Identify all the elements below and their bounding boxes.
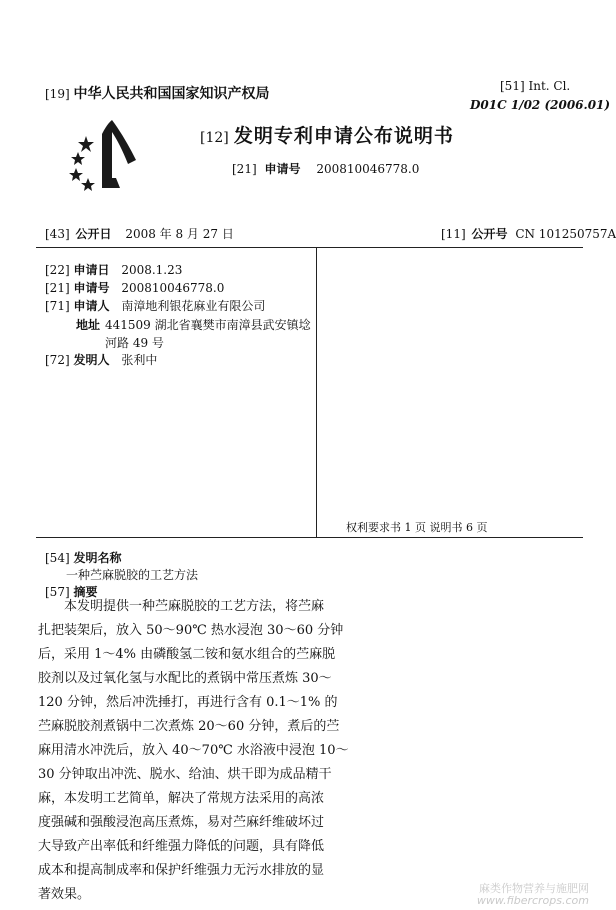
watermark-title: 麻类作物营养与施肥网 <box>479 882 589 895</box>
abstract-body <box>38 595 578 907</box>
int-cl-line: [51] Int. Cl. <box>500 79 571 93</box>
abstract-line: 著效果。 <box>38 887 91 902</box>
office-name: 中华人民共和国国家知识产权局 <box>73 86 270 102</box>
applicant-line: [71] 申请人 南漳地利银花麻业有限公司 <box>45 299 266 313</box>
abstract-line: 成本和提高制成率和保护纤维强力无污水排放的显 <box>38 863 325 878</box>
int-cl-value: D01C 1/02 (2006.01) <box>470 98 611 112</box>
title-heading: [54] 发明名称 <box>45 551 122 565</box>
abstract-line: 麻用清水冲洗后，放入 40～70℃ 水浴液中浸泡 10～ <box>38 743 349 758</box>
bottom-divider <box>36 537 583 538</box>
abstract-line: 大导致产出率低和纤维强力降低的问题，具有降低 <box>38 839 325 854</box>
office-line: [19] 中华人民共和国国家知识产权局 <box>45 86 270 102</box>
abstract-line: 苎麻脱胶剂煮锅中二次煮炼 20～60 分钟，煮后的苎 <box>38 719 340 734</box>
pub-no-line: [11] 公开号 CN 101250757A <box>441 227 616 241</box>
abstract-line: 扎把装架后，放入 50～90℃ 热水浸泡 30～60 分钟 <box>38 623 344 638</box>
abstract-line: 后，采用 1～4% 由磷酸氢二铵和氨水组合的苎麻脱 <box>38 647 336 662</box>
top-divider <box>36 247 583 248</box>
filing-date-line: [22] 申请日 2008.1.23 <box>45 263 183 277</box>
address-line-1: 441509 湖北省襄樊市南漳县武安镇埝 <box>105 318 311 332</box>
abstract-line: 本发明提供一种苎麻脱胶的工艺方法，将苎麻 <box>64 599 325 614</box>
address-label: 地址 <box>76 318 101 332</box>
doc-type-title: 发明专利申请公布说明书 <box>233 125 454 147</box>
inventor-line: [72] 发明人 张利中 <box>45 353 158 367</box>
abstract-line: 麻，本发明工艺简单，解决了常规方法采用的高浓 <box>38 791 325 806</box>
abstract-heading: [57] 摘要 <box>45 585 98 599</box>
sipo-logo <box>62 114 144 196</box>
abstract-line: 30 分钟取出冲洗、脱水、给油、烘干即为成品精干 <box>38 767 332 782</box>
application-number-line: [21] 申请号 200810046778.0 <box>45 281 225 295</box>
pub-date-line: [43] 公开日 2008 年 8 月 27 日 <box>45 227 234 241</box>
pages-note: 权利要求书 1 页 说明书 6 页 <box>346 521 488 534</box>
watermark-url: www.fibercrops.com <box>476 894 589 907</box>
app-no-line: [21] 申请号 200810046778.0 <box>232 162 420 176</box>
abstract-line: 度强碱和强酸浸泡高压煮炼，易对苎麻纤维破坏过 <box>38 815 325 830</box>
doc-type-line: [12] 发明专利申请公布说明书 <box>200 125 454 147</box>
abstract-line: 胶剂以及过氧化氢与水配比的煮锅中常压煮炼 30～ <box>38 671 332 686</box>
invention-title: 一种苎麻脱胶的工艺方法 <box>66 568 199 582</box>
abstract-line: 120 分钟，然后冲洗捶打，再进行含有 0.1～1% 的 <box>38 695 338 710</box>
address-line-2: 河路 49 号 <box>105 336 164 350</box>
column-divider <box>316 247 317 537</box>
